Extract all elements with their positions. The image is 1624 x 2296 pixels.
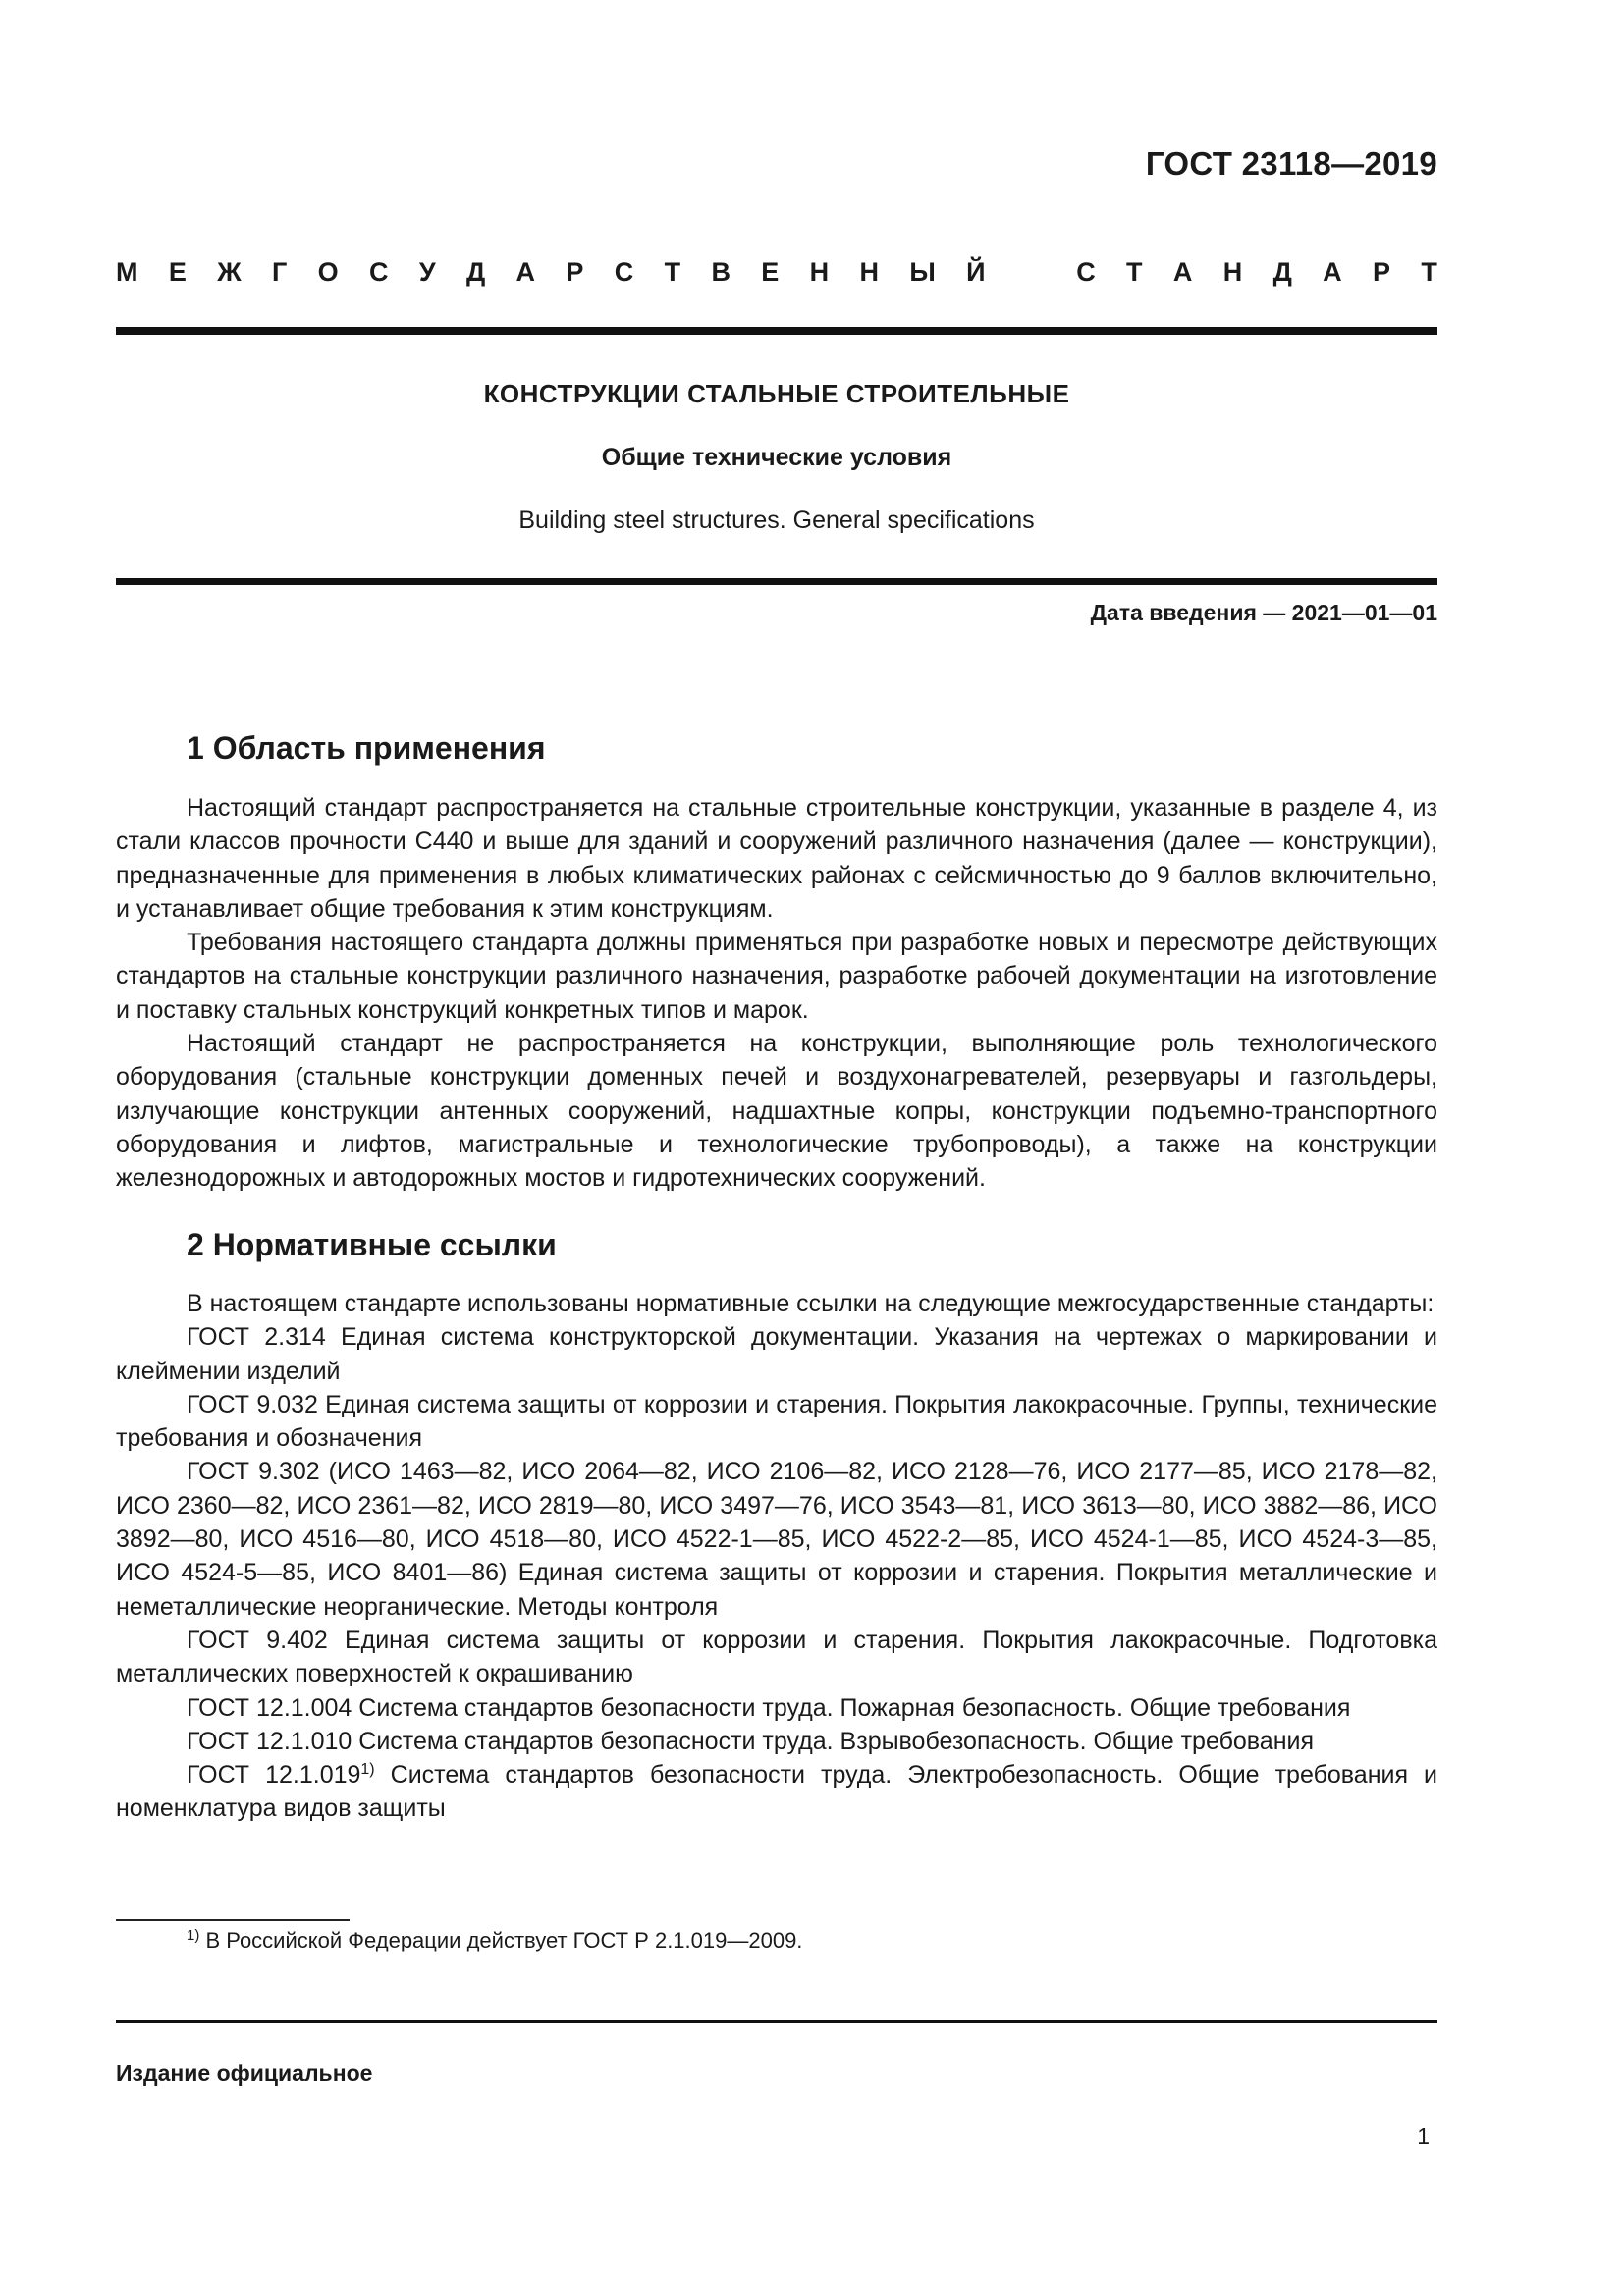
banner-letter: Ы	[909, 257, 936, 287]
reference-code: ГОСТ 12.1.019	[187, 1761, 361, 1789]
banner-letter: С	[614, 257, 634, 287]
page-number: 1	[1417, 2123, 1430, 2149]
banner-letter: Й	[966, 257, 986, 287]
banner-letter: А	[1172, 257, 1193, 287]
section-2-heading: 2 Нормативные ссылки	[187, 1227, 557, 1262]
paragraph: Настоящий стандарт распространяется на стальные строительные конструкции, указанные в разделе 4, из стали классов прочности С440 и выше для зданий и сооружений различного назначения (далее — конструкции), предназначенные для применения в любых климатических районах с сейсмичностью до 9 баллов включительно, и устанавливает общие требования к этим конструкциям.	[116, 794, 1437, 923]
banner-letter: В	[711, 257, 731, 287]
footnote-marker[interactable]: 1)	[360, 1761, 375, 1779]
reference-item: ГОСТ 12.1.010 Система стандартов безопасности труда. Взрывобезопасность. Общие требования	[187, 1727, 1315, 1755]
reference-item: ГОСТ 9.402 Единая система защиты от коррозии и старения. Покрытия лакокрасочные. Подготовка металлических поверхностей к окрашиванию	[116, 1626, 1437, 1688]
banner-letter: Д	[465, 257, 486, 287]
document-page	[116, 0, 1437, 2296]
banner-letter: Н	[1222, 257, 1243, 287]
banner-letter: М	[116, 257, 138, 287]
banner-letter: Ж	[217, 257, 242, 287]
reference-text: Система стандартов безопасности труда. Электробезопасность. Общие требования и номенклатура видов защиты	[116, 1761, 1437, 1823]
section-1-body	[116, 791, 1437, 1196]
banner-letter: Г	[271, 257, 288, 287]
paragraph: Настоящий стандарт не распространяется на конструкции, выполняющие роль технологического оборудования (стальные конструкции доменных печей и воздухонагревателей, резервуары и газгольдеры, излучающие конструкции антенных сооружений, надшахтные копры, конструкции подъемно-транспортного оборудования и лифтов, магистральные и технологические трубопроводы), а также на конструкции железнодорожных и автодорожных мостов и гидротехнических сооружений.	[116, 1030, 1437, 1193]
section-2-body	[116, 1287, 1437, 1826]
banner-letter: А	[1323, 257, 1342, 287]
reference-item: ГОСТ 9.032 Единая система защиты от коррозии и старения. Покрытия лакокрасочные. Группы, технические требования и обозначения	[116, 1390, 1437, 1453]
reference-item: ГОСТ 9.302 (ИСО 1463—82, ИСО 2064—82, ИСО 2106—82, ИСО 2128—76, ИСО 2177—85, ИСО 2178—82, ИСО 2360—82, ИСО 2361—82, ИСО 2819—80, ИСО 3497—76, ИСО 3543—81, ИСО 3613—80, ИСО 3882—86, ИСО 3892—80, ИСО 4516—80, ИСО 4518—80, ИСО 4522-1—85, ИСО 4522-2—85, ИСО 4524-1—85, ИСО 4524-3—85, ИСО 4524-5—85, ИСО 8401—86) Единая система защиты от коррозии и старения. Покрытия металлические и неметаллические неорганические. Методы контроля	[116, 1458, 1437, 1621]
banner-letter: Д	[1272, 257, 1292, 287]
banner-letter: У	[418, 257, 436, 287]
reference-item	[116, 1758, 1437, 1826]
banner-letter: Н	[859, 257, 879, 287]
banner-letter: Р	[1373, 257, 1391, 287]
paragraph: В настоящем стандарте использованы нормативные ссылки на следующие межгосударственные стандарты:	[187, 1290, 1435, 1317]
section-1-heading: 1 Область применения	[187, 730, 546, 766]
footnote-text: В Российской Федерации действует ГОСТ Р 2.1.019—2009.	[199, 1928, 803, 1952]
footnote-divider	[116, 1919, 350, 1921]
introduction-date: Дата введения — 2021—01—01	[1090, 600, 1437, 625]
banner-letter: Е	[168, 257, 187, 287]
paragraph: Требования настоящего стандарта должны применяться при разработке новых и пересмотре действующих стандартов на стальные конструкции различного назначения, разработке рабочей документации на изготовление и поставку стальных конструкций конкретных типов и марок.	[116, 929, 1437, 1024]
footnote-number: 1)	[187, 1927, 200, 1944]
interstate-standard-banner	[116, 257, 1437, 288]
banner-letter: О	[317, 257, 339, 287]
official-edition-label: Издание официальное	[116, 2060, 373, 2086]
banner-word-gap	[1016, 257, 1046, 288]
banner-letter: Т	[1421, 257, 1437, 287]
banner-letter: Е	[761, 257, 780, 287]
title-divider	[116, 578, 1437, 585]
document-title: КОНСТРУКЦИИ СТАЛЬНЫЕ СТРОИТЕЛЬНЫЕ	[483, 379, 1070, 408]
document-code: ГОСТ 23118—2019	[1145, 145, 1437, 182]
banner-letter: Р	[566, 257, 584, 287]
top-divider	[116, 327, 1437, 335]
footer-divider	[116, 2020, 1437, 2023]
banner-letter: С	[368, 257, 389, 287]
document-title-english: Building steel structures. General specifications	[518, 507, 1035, 534]
reference-item: ГОСТ 12.1.004 Система стандартов безопасности труда. Пожарная безопасность. Общие требования	[187, 1693, 1351, 1722]
document-subtitle: Общие технические условия	[601, 444, 952, 471]
banner-letter: А	[515, 257, 536, 287]
banner-letter: Н	[809, 257, 830, 287]
banner-letter: Т	[664, 257, 681, 287]
banner-letter: С	[1076, 257, 1096, 287]
reference-item: ГОСТ 2.314 Единая система конструкторской документации. Указания на чертежах о маркировании и клеймении изделий	[116, 1323, 1437, 1385]
banner-letter: Т	[1126, 257, 1143, 287]
footnote	[187, 1928, 802, 1953]
